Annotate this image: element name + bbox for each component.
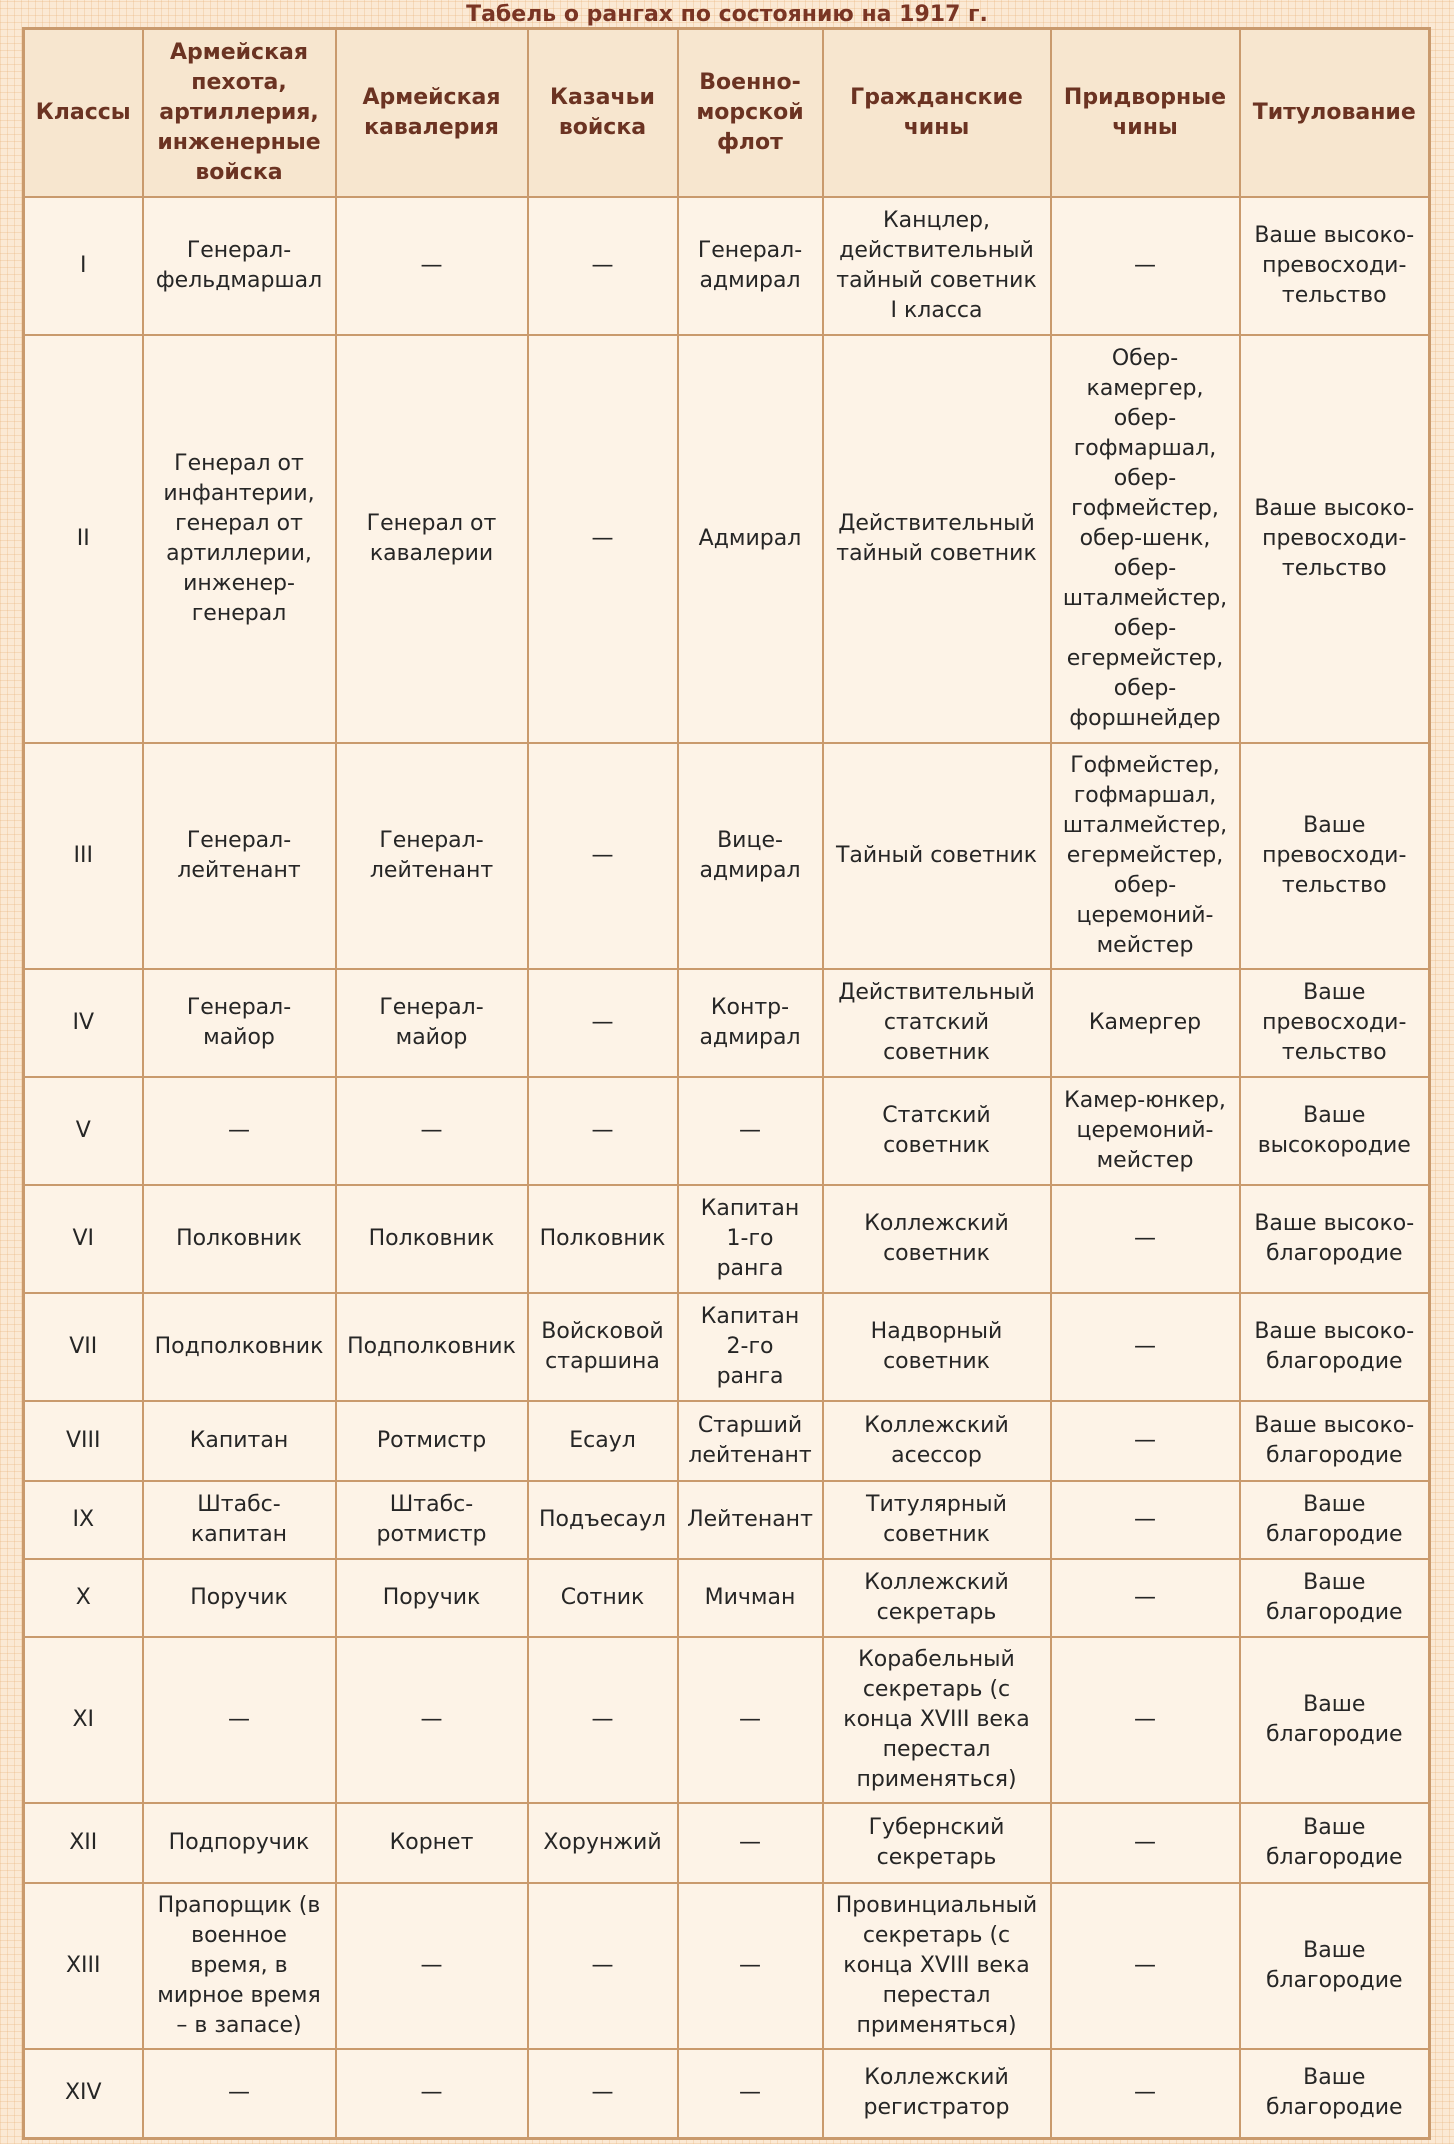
class-cell: VII [24, 1293, 143, 1401]
class-cell: X [24, 1559, 143, 1637]
table-cell: Лейтенант [678, 1481, 823, 1559]
class-cell: IV [24, 969, 143, 1077]
table-cell: Действительный тайный советник [823, 335, 1051, 743]
table-cell: Контр- адмирал [678, 969, 823, 1077]
table-cell: Адмирал [678, 335, 823, 743]
ranks-table [22, 27, 1431, 2140]
table-cell: — [528, 1637, 678, 1803]
table-cell: Старший лейтенант [678, 1401, 823, 1481]
class-cell: XI [24, 1637, 143, 1803]
table-cell: — [1051, 197, 1240, 335]
table-cell: Ваше благородие [1240, 2049, 1430, 2139]
table-cell: Ваше благородие [1240, 1481, 1430, 1559]
class-cell: IX [24, 1481, 143, 1559]
table-cell: Генерал- лейтенант [336, 743, 528, 969]
table-row [24, 1559, 1430, 1637]
table-cell: Надворный советник [823, 1293, 1051, 1401]
class-cell: XIV [24, 2049, 143, 2139]
table-row [24, 1481, 1430, 1559]
class-cell: XII [24, 1803, 143, 1883]
table-cell: Штабс- ротмистр [336, 1481, 528, 1559]
table-cell: — [528, 1883, 678, 2049]
table-cell: Генерал- адмирал [678, 197, 823, 335]
table-cell: Тайный советник [823, 743, 1051, 969]
table-cell: — [1051, 2049, 1240, 2139]
table-cell: — [1051, 1401, 1240, 1481]
table-row [24, 1803, 1430, 1883]
table-cell: Корнет [336, 1803, 528, 1883]
table-cell: Коллежский секретарь [823, 1559, 1051, 1637]
table-cell: — [528, 743, 678, 969]
header-cell: Гражданские чины [823, 29, 1051, 197]
table-cell: Ваше благородие [1240, 1883, 1430, 2049]
header-cell: Армейская пехота, артиллерия, инженерные войска [143, 29, 336, 197]
header-cell: Классы [24, 29, 143, 197]
table-row [24, 2049, 1430, 2139]
table-cell: Генерал- лейтенант [143, 743, 336, 969]
table-cell: Гофмейстер, гофмаршал, шталмейстер, егермейстер, обер- церемоний- мейстер [1051, 743, 1240, 969]
table-cell: — [528, 1077, 678, 1185]
table-cell: Генерал от кавалерии [336, 335, 528, 743]
class-cell: I [24, 197, 143, 335]
table-cell: Коллежский советник [823, 1185, 1051, 1293]
table-row [24, 1883, 1430, 2049]
header-cell: Придворные чины [1051, 29, 1240, 197]
table-cell: Поручик [143, 1559, 336, 1637]
table-cell: — [678, 1637, 823, 1803]
table-cell: Канцлер, действительный тайный советник I класса [823, 197, 1051, 335]
class-cell: XIII [24, 1883, 143, 2049]
table-cell: — [678, 1803, 823, 1883]
table-cell: Хорунжий [528, 1803, 678, 1883]
table-cell: Полковник [143, 1185, 336, 1293]
table-cell: — [336, 197, 528, 335]
table-cell: — [1051, 1883, 1240, 2049]
table-cell: Титулярный советник [823, 1481, 1051, 1559]
page-title: Табель о рангах по состоянию на 1917 г. [466, 2, 988, 27]
table-cell: Штабс- капитан [143, 1481, 336, 1559]
table-cell: Статский советник [823, 1077, 1051, 1185]
table-cell: Ротмистр [336, 1401, 528, 1481]
table-row [24, 969, 1430, 1077]
table-cell: Генерал от инфантерии, генерал от артиллерии, инженер- генерал [143, 335, 336, 743]
table-cell: Ваше превосходи- тельство [1240, 969, 1430, 1077]
table-cell: — [336, 1637, 528, 1803]
table-cell: Губернский секретарь [823, 1803, 1051, 1883]
table-cell: Ваше высоко- благородие [1240, 1185, 1430, 1293]
class-cell: VI [24, 1185, 143, 1293]
header-cell: Военно- морской флот [678, 29, 823, 197]
table-cell: — [678, 1883, 823, 2049]
header-row [24, 29, 1430, 197]
table-cell: — [1051, 1803, 1240, 1883]
table-cell: Корабельный секретарь (с конца XVIII века перестал применяться) [823, 1637, 1051, 1803]
table-cell: Ваше высоко- превосходи- тельство [1240, 335, 1430, 743]
table-cell: Капитан [143, 1401, 336, 1481]
table-cell: Подполковник [336, 1293, 528, 1401]
table-cell: — [143, 2049, 336, 2139]
table-cell: — [1051, 1293, 1240, 1401]
table-row [24, 197, 1430, 335]
table-row [24, 1401, 1430, 1481]
table-cell: Генерал- майор [143, 969, 336, 1077]
table-cell: Обер- камергер, обер- гофмаршал, обер- гофмейстер, обер-шенк, обер- шталмейстер, обер- егермейстер, обер- форшнейдер [1051, 335, 1240, 743]
table-cell: — [1051, 1185, 1240, 1293]
header-cell: Армейская кавалерия [336, 29, 528, 197]
table-cell: — [1051, 1481, 1240, 1559]
table-cell: Камер-юнкер, церемоний- мейстер [1051, 1077, 1240, 1185]
table-cell: Капитан 2-го ранга [678, 1293, 823, 1401]
table-cell: — [143, 1637, 336, 1803]
table-cell: Ваше высоко- превосходи- тельство [1240, 197, 1430, 335]
table-cell: Капитан 1-го ранга [678, 1185, 823, 1293]
table-cell: — [1051, 1637, 1240, 1803]
table-cell: Полковник [336, 1185, 528, 1293]
table-cell: Подпоручик [143, 1803, 336, 1883]
table-cell: Войсковой старшина [528, 1293, 678, 1401]
table-cell: — [528, 335, 678, 743]
table-cell: — [678, 1077, 823, 1185]
table-cell: Ваше превосходи- тельство [1240, 743, 1430, 969]
table-cell: Генерал- фельдмаршал [143, 197, 336, 335]
table-cell: Полковник [528, 1185, 678, 1293]
table-cell: — [528, 969, 678, 1077]
table-cell: Прапорщик (в военное время, в мирное время – в запасе) [143, 1883, 336, 2049]
table-cell: Поручик [336, 1559, 528, 1637]
table-cell: — [1051, 1559, 1240, 1637]
table-cell: Ваше высоко- благородие [1240, 1293, 1430, 1401]
table-cell: Коллежский регистратор [823, 2049, 1051, 2139]
table-row [24, 335, 1430, 743]
table-cell: Действительный статский советник [823, 969, 1051, 1077]
header-cell: Титулование [1240, 29, 1430, 197]
table-cell: Подполковник [143, 1293, 336, 1401]
table-row [24, 1077, 1430, 1185]
table-cell: — [336, 1077, 528, 1185]
class-cell: VIII [24, 1401, 143, 1481]
table-cell: Генерал- майор [336, 969, 528, 1077]
table-cell: Провинциальный секретарь (с конца XVIII века перестал применяться) [823, 1883, 1051, 2049]
table-cell: Камергер [1051, 969, 1240, 1077]
table-cell: Мичман [678, 1559, 823, 1637]
table-cell: Ваше высоко- благородие [1240, 1401, 1430, 1481]
table-cell: Коллежский асессор [823, 1401, 1051, 1481]
header-cell: Казачьи войска [528, 29, 678, 197]
table-row [24, 1637, 1430, 1803]
table-cell: — [336, 1883, 528, 2049]
class-cell: V [24, 1077, 143, 1185]
table-cell: Сотник [528, 1559, 678, 1637]
table-cell: Есаул [528, 1401, 678, 1481]
table-cell: — [143, 1077, 336, 1185]
table-row [24, 743, 1430, 969]
table-cell: Ваше благородие [1240, 1803, 1430, 1883]
table-cell: Подъесаул [528, 1481, 678, 1559]
table-row [24, 1185, 1430, 1293]
table-cell: Вице- адмирал [678, 743, 823, 969]
table-cell: Ваше высокородие [1240, 1077, 1430, 1185]
class-cell: III [24, 743, 143, 969]
table-cell: Ваше благородие [1240, 1559, 1430, 1637]
table-cell: — [528, 2049, 678, 2139]
table-cell: — [528, 197, 678, 335]
table-cell: — [678, 2049, 823, 2139]
class-cell: II [24, 335, 143, 743]
table-cell: — [336, 2049, 528, 2139]
table-row [24, 1293, 1430, 1401]
table-cell: Ваше благородие [1240, 1637, 1430, 1803]
